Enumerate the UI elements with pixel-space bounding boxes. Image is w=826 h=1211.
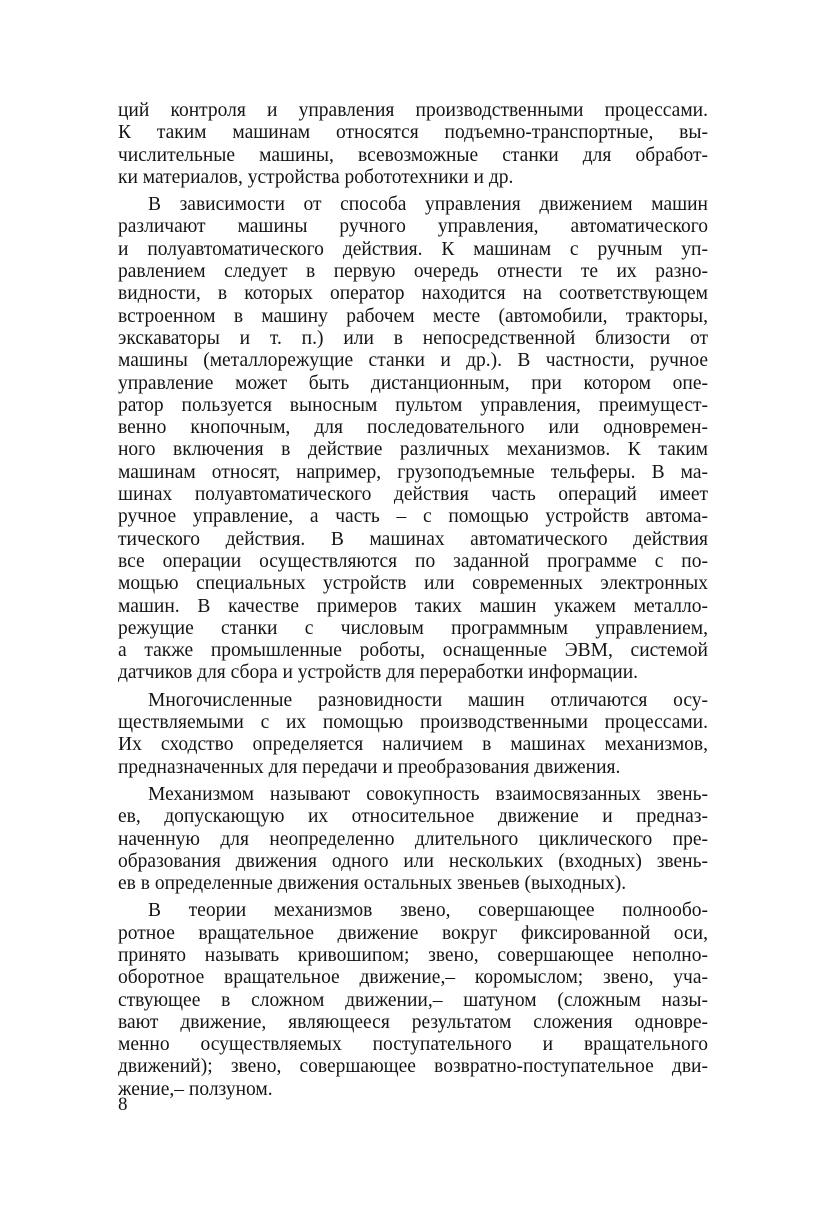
text-line: машин. В качестве примеров таких машин укажем металло-	[118, 595, 708, 617]
text-line: шинах полуавтоматического действия часть операций имеет	[118, 484, 708, 506]
text-line: датчиков для сбора и устройств для переработки информации.	[118, 662, 639, 684]
text-line: машины (металлорежущие станки и др.). В частности, ручное	[118, 350, 708, 372]
text-line: ротное вращательное движение вокруг фиксированной оси,	[118, 922, 708, 944]
text-line: ручное управление, а часть – с помощью устройств автома-	[118, 506, 708, 528]
text-line: образования движения одного или нескольких (входных) звень-	[118, 850, 708, 872]
paragraph	[118, 900, 708, 1101]
text-line: наченную для неопределенно длительного циклического пре-	[118, 828, 708, 850]
text-line: Механизмом называют совокупность взаимосвязанных звень-	[148, 783, 708, 805]
text-line: движений); звено, совершающее возвратно-поступательное дви-	[118, 1056, 708, 1078]
paragraph	[118, 100, 708, 189]
text-line: режущие станки с числовым программным управлением,	[118, 617, 708, 639]
text-line: числительные машины, всевозможные станки для обработ-	[118, 144, 708, 166]
text-line: экскаваторы и т. п.) или в непосредственной близости от	[118, 327, 708, 349]
text-line: различают машины ручного управления, автоматического	[118, 216, 708, 238]
text-line: ев, допускающую их относительное движение и предназ-	[118, 806, 708, 828]
text-line: Многочисленные разновидности машин отличаются осу-	[148, 689, 708, 711]
text-line: ев в определенные движения остальных звеньев (выходных).	[118, 873, 627, 895]
paragraph	[118, 690, 708, 779]
text-line: ратор пользуется выносным пультом управления, преимущест-	[118, 394, 708, 416]
text-line: ций контроля и управления производственными процессами.	[118, 100, 708, 121]
text-line: встроенном в машину рабочем месте (автомобили, тракторы,	[118, 305, 708, 327]
text-line: и полуавтоматического действия. К машинам с ручным уп-	[118, 238, 708, 260]
paragraph	[118, 194, 708, 685]
text-line: тического действия. В машинах автоматического действия	[118, 528, 708, 550]
text-line: видности, в которых оператор находится на соответствующем	[118, 283, 708, 305]
text-line: управление может быть дистанционным, при котором опе-	[118, 372, 708, 394]
text-line: ществляемыми с их помощью производственными процессами.	[118, 712, 708, 734]
text-line: ствующее в сложном движении,– шатуном (сложным назы-	[118, 989, 708, 1011]
text-line: В теории механизмов звено, совершающее полнообо-	[148, 900, 708, 922]
body-text	[118, 100, 708, 1101]
page-number: 8	[118, 1094, 128, 1115]
text-line: ки материалов, устройства робототехники и др.	[118, 166, 514, 188]
text-line: Их сходство определяется наличием в машинах механизмов,	[118, 734, 708, 756]
text-line: все операции осуществляются по заданной программе с по-	[118, 550, 708, 572]
text-line: принято называть кривошипом; звено, совершающее неполно-	[118, 944, 708, 966]
text-line: вают движение, являющееся результатом сложения одновре-	[118, 1011, 708, 1033]
text-line: а также промышленные роботы, оснащенные ЭВМ, системой	[118, 640, 708, 662]
text-line: ного включения в действие различных механизмов. К таким	[118, 439, 708, 461]
text-line: венно кнопочным, для последовательного или одновремен-	[118, 417, 708, 439]
text-line: оборотное вращательное движение,– коромыслом; звено, уча-	[118, 967, 708, 989]
text-line: предназначенных для передачи и преобразования движения.	[118, 756, 621, 778]
text-line: машинам относят, например, грузоподъемные тельферы. В ма-	[118, 461, 708, 483]
text-line: В зависимости от способа управления движением машин	[148, 194, 708, 216]
paragraph	[118, 784, 708, 895]
text-line: жение,– ползуном.	[118, 1078, 273, 1100]
text-line: менно осуществляемых поступательного и вращательного	[118, 1034, 708, 1056]
text-line: К таким машинам относятся подъемно-транспортные, вы-	[118, 122, 708, 144]
text-line: мощью специальных устройств или современных электронных	[118, 573, 708, 595]
text-line: равлением следует в первую очередь отнести те их разно-	[118, 261, 708, 283]
